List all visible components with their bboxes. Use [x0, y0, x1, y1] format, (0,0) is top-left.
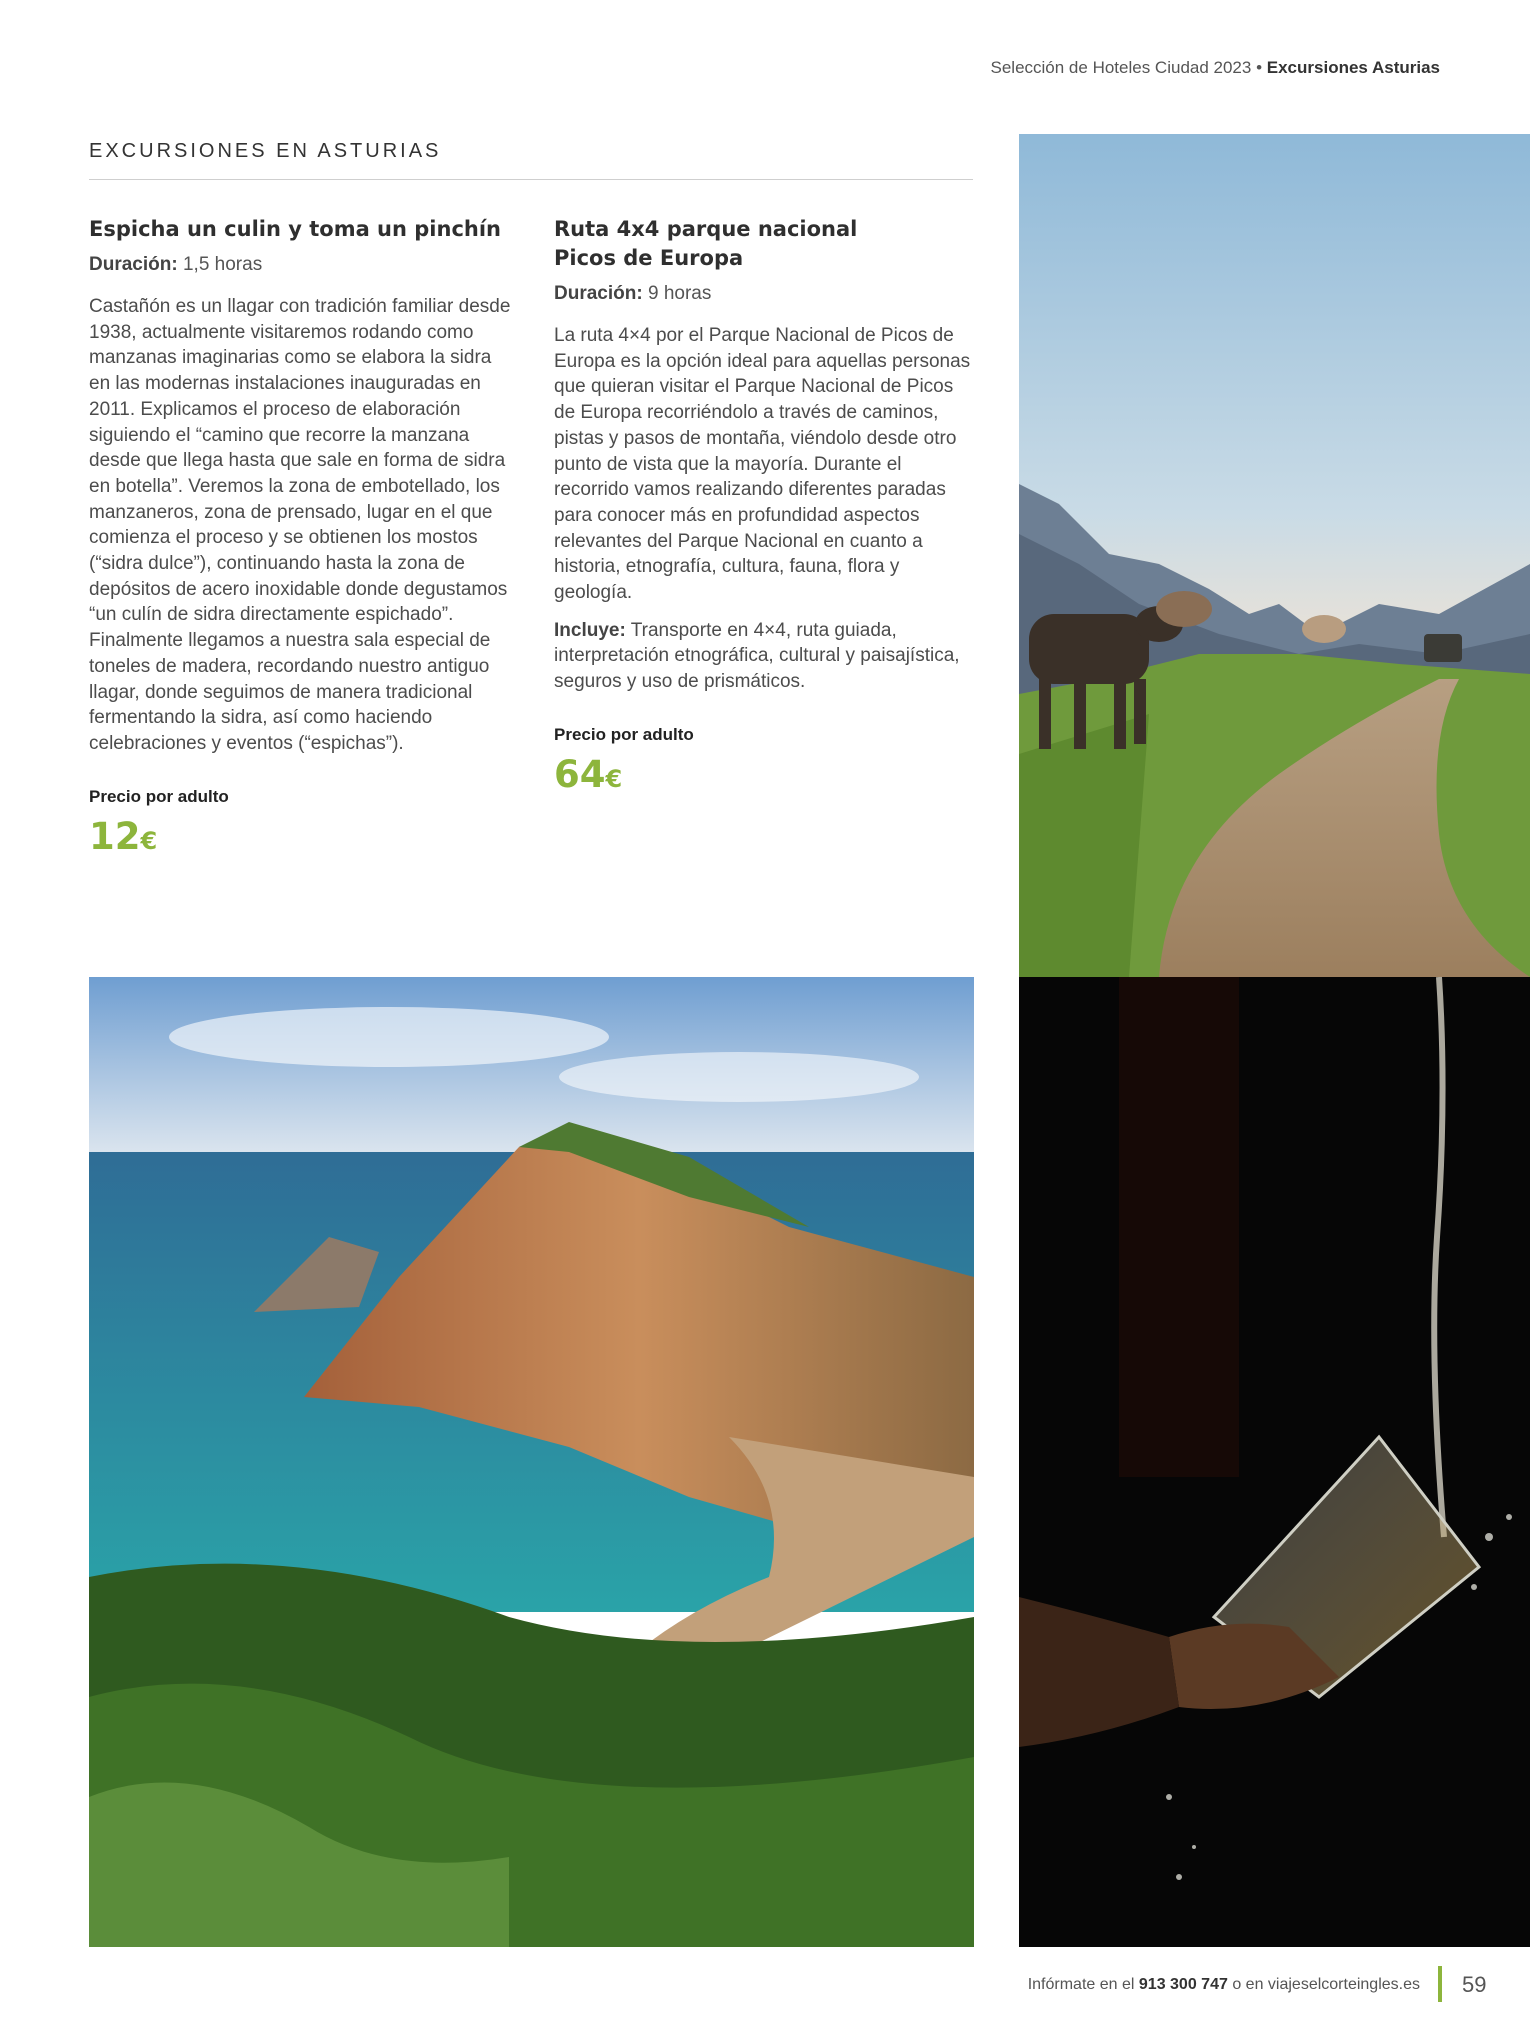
- excursion-title-line2: Picos de Europa: [554, 246, 744, 270]
- excursion-description: Castañón es un llagar con tradición familiar desde 1938, actualmente visitaremos rodando como manzanas imaginarias como se elabora la sidra en las modernas instalaciones inauguradas en 2011. Explicamos el proceso de elaboración siguiendo el “camino que recorre la manzana desde que llega hasta que sale en forma de sidra en botella”. Veremos la zona de embotellado, los manzaneros, zona de prensado, lugar en el que comienza el proceso y se obtienen los mostos (“sidra dulce”), continuando hasta la zona de depósitos de acero inoxidable donde degustamos “un culín de sidra directamente espichado”. Finalmente llegamos a nuestra sala especial de toneles de madera, recordando nuestro antiguo llagar, donde seguimos de manera tradicional fermentando la sidra, así como haciendo celebraciones y eventos (“espichas”).: [89, 296, 511, 754]
- page-number: 59: [1462, 1972, 1487, 1997]
- price-label: Precio por adulto: [89, 786, 229, 806]
- footer-phone: 913 300 747: [1138, 1976, 1228, 1993]
- excursion-duration: [89, 254, 514, 276]
- excursion-ruta-4x4: [554, 215, 974, 799]
- photo-cider-pouring: [1019, 977, 1530, 1947]
- price-currency: €: [605, 764, 623, 793]
- footer-divider: [1438, 1966, 1442, 2002]
- price-label: Precio por adulto: [554, 724, 694, 744]
- breadcrumb-section: Excursiones Asturias: [1266, 58, 1440, 77]
- price-value: 12: [89, 814, 141, 858]
- header-breadcrumb: [760, 58, 1440, 78]
- duration-value: 9 horas: [647, 283, 712, 304]
- includes-label: Incluye:: [554, 619, 626, 641]
- excursion-includes: [554, 618, 974, 695]
- breadcrumb-prefix: Selección de Hoteles Ciudad 2023 •: [990, 58, 1263, 77]
- excursion-title: Espicha un culin y toma un pinchín: [89, 217, 501, 241]
- photo-coastal-cliff: [89, 977, 974, 1947]
- price: [89, 814, 514, 861]
- photo-mountain-road-cows: [1019, 134, 1530, 977]
- excursion-description: La ruta 4×4 por el Parque Nacional de Picos de Europa es la opción ideal para aquellas personas que quieran visitar el Parque Nacional de Picos de Europa recorriéndolo a través de caminos, pistas y pasos de montaña, viéndolo desde otro punto de vista que la mayoría. Durante el recorrido vamos realizando diferentes paradas para conocer más en profundidad aspectos relevantes del Parque Nacional en cuanto a historia, etnografía, cultura, fauna, flora y geología.: [554, 325, 971, 604]
- price-currency: €: [140, 826, 158, 855]
- footer-text-prefix: Infórmate en el: [1027, 1976, 1135, 1993]
- footer-contact: [900, 1976, 1420, 1994]
- duration-label: Duración:: [554, 283, 643, 304]
- footer-text-middle: o en viajeselcorteingles.es: [1232, 1976, 1420, 1993]
- excursion-title-line1: Ruta 4x4 parque nacional: [554, 217, 858, 241]
- price-value: 64: [554, 752, 606, 796]
- excursion-title: [554, 215, 974, 273]
- excursion-espicha: [89, 215, 514, 861]
- excursion-duration: [554, 283, 974, 305]
- duration-value: 1,5 horas: [182, 254, 263, 275]
- includes-value: Transporte en 4×4, ruta guiada, interpretación etnográfica, cultural y paisajística, seguros y uso de prismáticos.: [554, 619, 960, 693]
- duration-label: Duración:: [89, 254, 178, 275]
- section-title: EXCURSIONES EN ASTURIAS: [89, 140, 973, 180]
- price: [554, 752, 974, 799]
